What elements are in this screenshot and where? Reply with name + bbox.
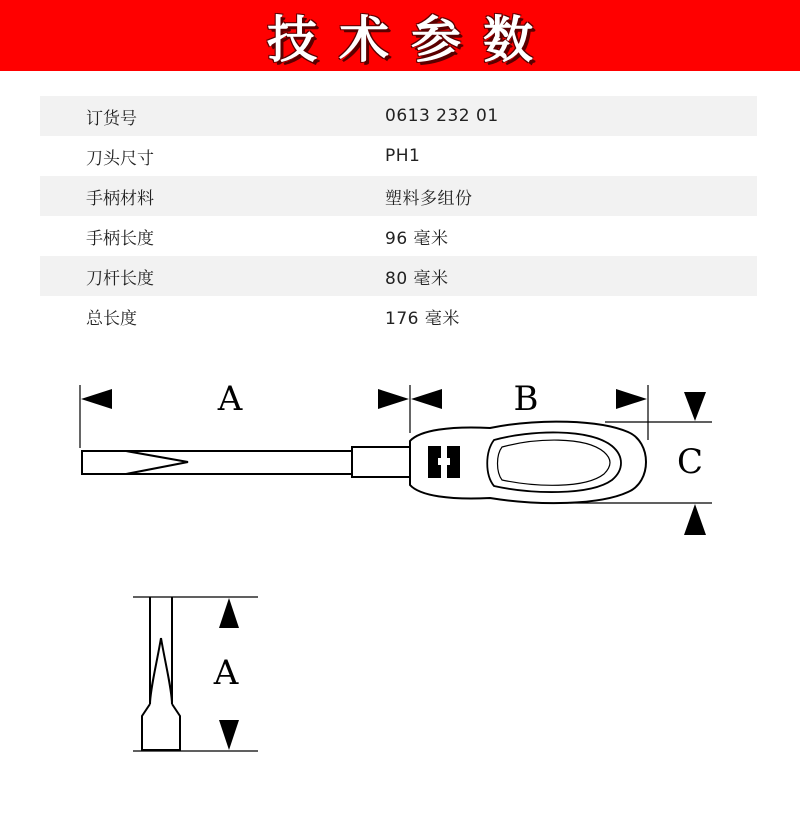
dim-label-c: C (676, 442, 704, 482)
dim-label-a: A (217, 379, 243, 419)
banner-title: 技术参数 (267, 9, 555, 69)
spec-value: 塑料多组份 (385, 188, 473, 209)
spec-value: 96 毫米 (385, 228, 449, 249)
dim-label-a: A (213, 653, 239, 693)
blade-tip-profile (142, 597, 180, 750)
spec-value: PH1 (385, 146, 421, 166)
spec-label: 总长度 (86, 308, 137, 329)
spec-value: 80 毫米 (385, 268, 449, 289)
spec-value: 176 毫米 (385, 308, 460, 329)
spec-label: 刀头尺寸 (86, 148, 154, 169)
arrow-up-icon (219, 598, 239, 628)
spec-label: 刀杆长度 (86, 268, 154, 289)
arrow-down-icon (219, 720, 239, 750)
spec-label: 订货号 (86, 108, 137, 129)
dim-label-b: B (513, 379, 539, 419)
spec-label: 手柄材料 (86, 188, 154, 209)
spec-value: 0613 232 01 (385, 106, 499, 126)
spec-label: 手柄长度 (86, 228, 154, 249)
